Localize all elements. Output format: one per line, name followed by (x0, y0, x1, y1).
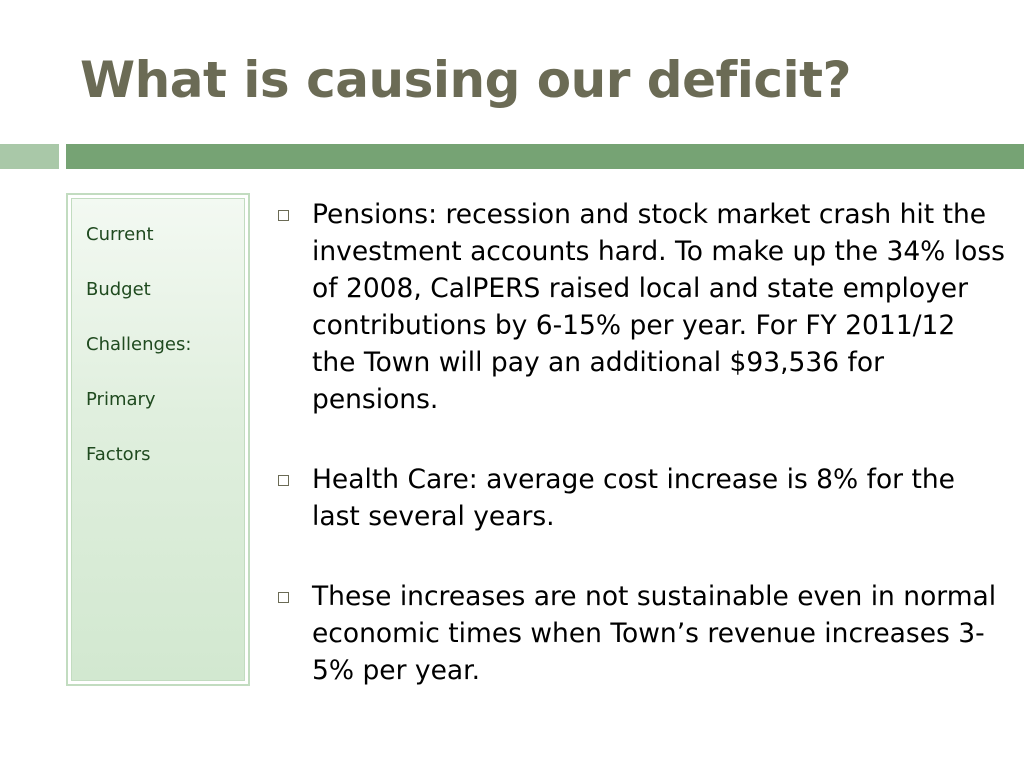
sidebar-line: Current (86, 224, 154, 245)
bullet-text: Pensions: recession and stock market crash hit the investment accounts hard. To make up the 34% loss of 2008, CalPERS raised local and state employer contributions by 6-15% per year. For FY 2011/12 the Town will pay an additional $93,536 for pensions. (312, 199, 1005, 415)
bullet-text: Health Care: average cost increase is 8% for the last several years. (312, 464, 955, 532)
sidebar-line: Budget (86, 279, 151, 300)
hollow-square-bullet-icon (278, 592, 289, 603)
sidebar-panel (66, 193, 250, 686)
title-rule-accent-left (0, 144, 59, 169)
bullet-item-sustainability (276, 578, 1006, 689)
hollow-square-bullet-icon (278, 210, 289, 221)
slide-title: What is causing our deficit? (80, 51, 852, 109)
sidebar-line: Challenges: (86, 334, 192, 355)
bullet-item-pensions (276, 196, 1006, 418)
sidebar-line: Factors (86, 444, 151, 465)
bullet-text: These increases are not sustainable even in normal economic times when Town’s revenue increases 3-5% per year. (312, 581, 997, 686)
sidebar-line: Primary (86, 389, 156, 410)
bullet-item-health-care (276, 461, 1006, 535)
bullet-list (276, 196, 1006, 689)
title-rule-accent-right (66, 144, 1024, 169)
hollow-square-bullet-icon (278, 475, 289, 486)
sidebar-panel-inner (71, 198, 245, 681)
